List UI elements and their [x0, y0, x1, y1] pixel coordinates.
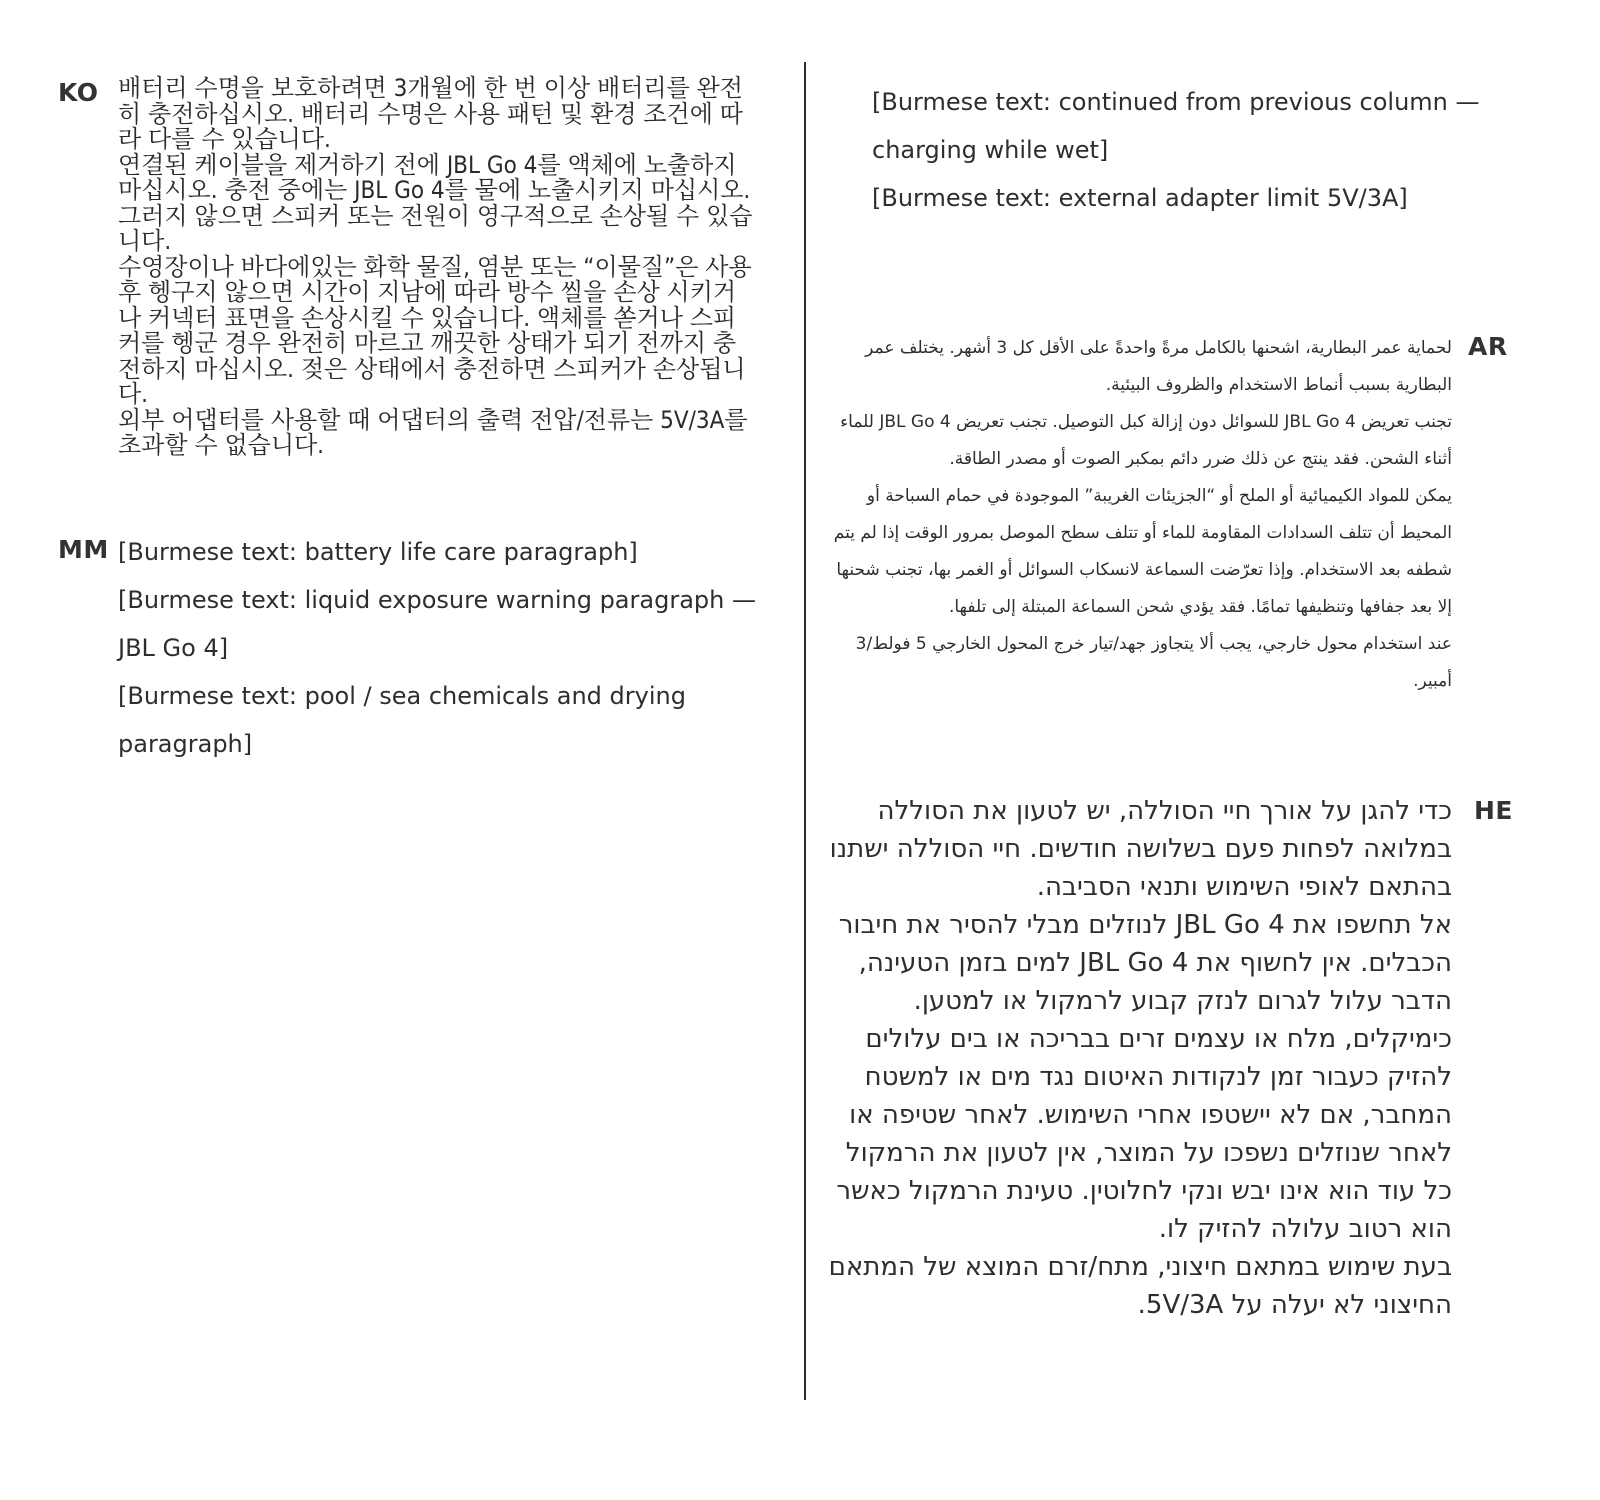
mm-paragraph: [Burmese text: battery life care paragraph] — [118, 538, 638, 566]
mm-continued-section — [872, 78, 1492, 222]
he-section — [822, 792, 1452, 1324]
ko-paragraph: 배터리 수명을 보호하려면 3개월에 한 번 이상 배터리를 완전히 충전하십시오. 배터리 수명은 사용 패턴 및 환경 조건에 따라 다를 수 있습니다. — [118, 74, 743, 153]
language-tag-ar: AR — [1468, 332, 1508, 361]
mm-continued-paragraph: [Burmese text: external adapter limit 5V/3A] — [872, 184, 1408, 212]
ar-paragraph: لحماية عمر البطارية، اشحنها بالكامل مرةً واحدةً على الأقل كل 3 أشهر. يختلف عمر البطارية بسبب أنماط الاستخدام والظروف البيئية. — [865, 338, 1452, 395]
ar-section — [830, 330, 1452, 700]
ko-paragraph: 외부 어댑터를 사용할 때 어댑터의 출력 전압/전류는 5V/3A를 초과할 수 없습니다. — [118, 405, 748, 459]
language-tag-mm: MM — [58, 535, 109, 564]
he-paragraph: אל תחשפו את JBL Go 4 לנוזלים מבלי להסיר את חיבור הכבלים. אין לחשוף את JBL Go 4 למים בזמן הטעינה, הדבר עלול לגרום לנזק קבוע לרמקול או למטען. כימיקלים, מלח או עצמים זרים בבריכה או בים עלולים להזיק כעבור זמן לנקודות האיטום נגד מים או למשטח המחבר, אם לא יישטפו אחרי השימוש. לאחר שטיפה או לאחר שנוזלים נשפכו על המוצר, אין לטעון את הרמקול כל עוד הוא אינו יבש ונקי לחלוטין. טעינת הרמקול כאשר הוא רטוב עלולה להזיק לו. — [836, 910, 1452, 1244]
mm-paragraph: [Burmese text: pool / sea chemicals and drying paragraph] — [118, 682, 686, 758]
language-tag-ko: KO — [58, 78, 99, 107]
ko-paragraph: 연결된 케이블을 제거하기 전에 JBL Go 4를 액체에 노출하지 마십시오. 충전 중에는 JBL Go 4를 물에 노출시키지 마십시오. 그러지 않으면 스피커 또는 전원이 영구적으로 손상될 수 있습니다. — [118, 150, 753, 255]
ar-paragraph: يمكن للمواد الكيميائية أو الملح أو “الجزيئات الغريبة” الموجودة في حمام السباحة أو المحيط أن تتلف السدادات المقاومة للماء أو تتلف سطح الموصل بمرور الوقت إذا لم يتم شطفه بعد الاستخدام. وإذا تعرّضت السماعة لانسكاب السوائل أو الغمر بها، تجنب شحنها إلا بعد جفافها وتنظيفها تمامًا. فقد يؤدي شحن السماعة المبتلة إلى تلفها. — [833, 486, 1452, 617]
ar-paragraph: تجنب تعريض JBL Go 4 للسوائل دون إزالة كبل التوصيل. تجنب تعريض JBL Go 4 للماء أثناء الشحن. فقد ينتج عن ذلك ضرر دائم بمكبر الصوت أو مصدر الطاقة. — [840, 412, 1452, 469]
column-divider — [804, 62, 806, 1400]
he-paragraph: כדי להגן על אורך חיי הסוללה, יש לטעון את הסוללה במלואה לפחות פעם בשלושה חודשים. חיי הסוללה ישתנו בהתאם לאופי השימוש ותנאי הסביבה. — [829, 796, 1452, 902]
mm-section — [118, 528, 758, 768]
mm-continued-paragraph: [Burmese text: continued from previous column — charging while wet] — [872, 88, 1480, 164]
mm-paragraph: [Burmese text: liquid exposure warning paragraph — JBL Go 4] — [118, 586, 756, 662]
ko-paragraph: 수영장이나 바다에있는 화학 물질, 염분 또는 “이물질”은 사용 후 헹구지 않으면 시간이 지남에 따라 방수 씰을 손상 시키거나 커넥터 표면을 손상시킬 수 있습니다. 액체를 쏟거나 스피커를 헹군 경우 완전히 마르고 깨끗한 상태가 되기 전까지 충전하지 마십시오. 젖은 상태에서 충전하면 스피커가 손상됩니다. — [118, 252, 752, 408]
language-tag-he: HE — [1474, 796, 1514, 825]
ko-section — [118, 76, 758, 459]
ar-paragraph: عند استخدام محول خارجي، يجب ألا يتجاوز جهد/تيار خرج المحول الخارجي 5 فولط/3 أمبير. — [855, 634, 1452, 691]
he-paragraph: בעת שימוש במתאם חיצוני, מתח/זרם המוצא של המתאם החיצוני לא יעלה על 5V/3A. — [828, 1252, 1452, 1320]
